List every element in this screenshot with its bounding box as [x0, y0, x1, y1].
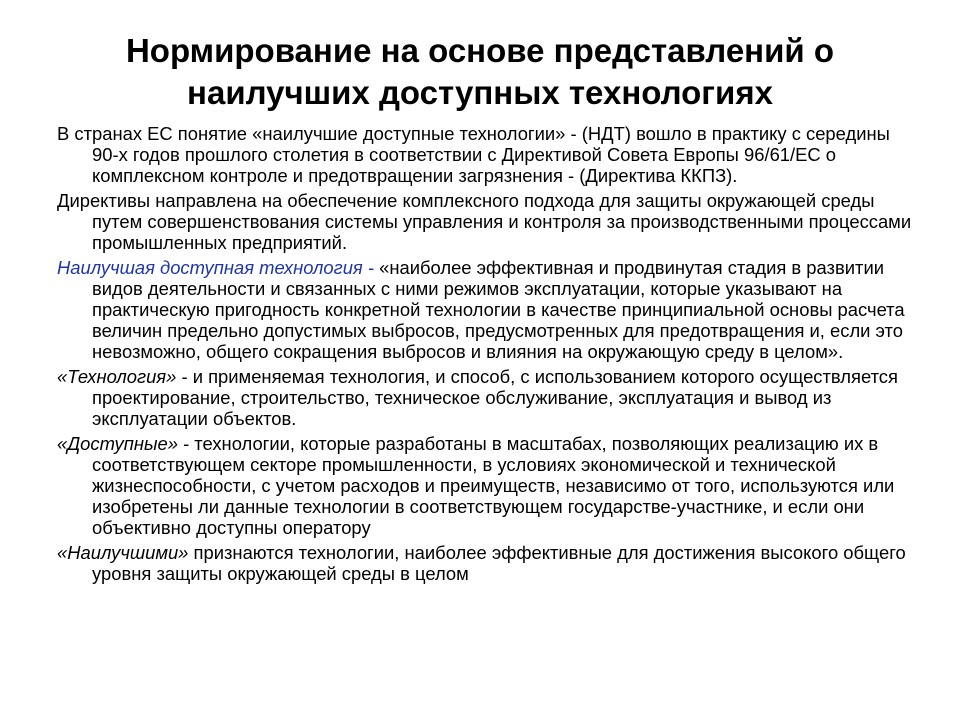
- term-technology: «Технология»: [57, 366, 177, 387]
- paragraph-text: - и применяемая технология, и способ, с использованием которого осуществляется проектирование, строительство, техническое обслуживание, эксплуатация и вывод из эксплуатации объектов.: [92, 366, 898, 429]
- term-available: «Доступные»: [57, 433, 178, 454]
- paragraph-directive-purpose: [57, 190, 917, 253]
- paragraph-text: В странах ЕС понятие «наилучшие доступные технологии» - (НДТ) вошло в практику с середины 90-х годов прошлого столетия в соответствии с Директивой Совета Европы 96/61/ЕС о комплексном контроле и предотвращении загрязнения - (Директива ККПЗ).: [57, 123, 890, 186]
- paragraph-definition-available: [57, 433, 917, 538]
- paragraph-text: признаются технологии, наиболее эффективные для достижения высокого общего уровня защиты окружающей среды в целом: [92, 542, 906, 584]
- paragraph-text: - технологии, которые разработаны в масштабах, позволяющих реализацию их в соответствующем секторе промышленности, в условиях экономической и технической жизнеспособности, с учетом расходов и преимуществ, независимо от того, используются или изобретены ли данные технологии в соответствующем государстве-участнике, и если они объективно доступны оператору: [92, 433, 895, 538]
- paragraph-definition-bat: [57, 257, 917, 362]
- paragraph-definition-best: [57, 542, 917, 584]
- term-best: «Наилучшими»: [57, 542, 189, 563]
- term-best-available-technology: Наилучшая доступная технология -: [57, 257, 374, 278]
- slide-title-line-1: Нормирование на основе представлений о: [125, 32, 835, 69]
- paragraph-text: «наиболее эффективная и продвинутая стадия в развитии видов деятельности и связанных с ними режимов эксплуатации, которые указывают на практическую пригодность конкретной технологии в качестве принципиальной основы расчета величин предельно допустимых выбросов, предусмотренных для предотвращения и, если это невозможно, общего сокращения выбросов и влияния на окружающую среду в целом».: [92, 257, 905, 362]
- slide-title: [40, 30, 920, 114]
- paragraph-text: Директивы направлена на обеспечение комплексного подхода для защиты окружающей среды путем совершенствования системы управления и контроля за производственными процессами промышленных предприятий.: [57, 190, 912, 253]
- paragraph-definition-technology: [57, 366, 917, 429]
- slide-body: [57, 123, 917, 588]
- slide-title-line-2: наилучших доступных технологиях: [187, 74, 773, 111]
- paragraph-best-available-techniques-intro: [57, 123, 917, 186]
